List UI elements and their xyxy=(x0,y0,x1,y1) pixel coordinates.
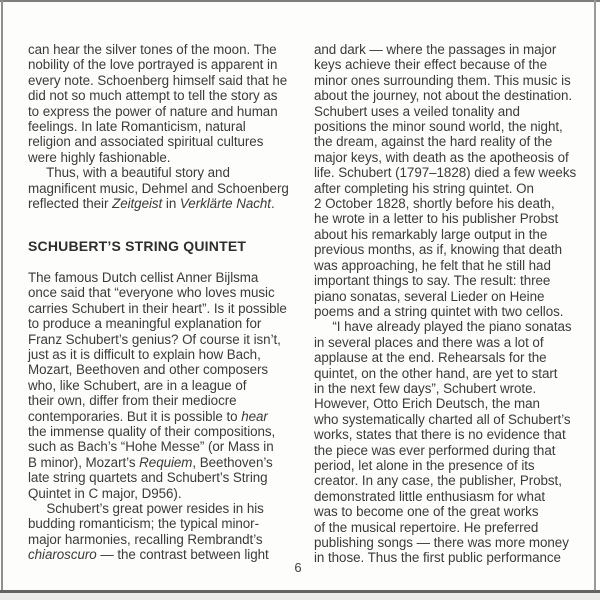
text-line: Schubert uses a veiled tonality and xyxy=(314,103,520,119)
text-line: just as it is difficult to explain how Bach, xyxy=(28,346,261,362)
text-line: once said that “everyone who loves music xyxy=(28,285,275,301)
text-line: The famous Dutch cellist Anner Bijlsma xyxy=(28,269,259,285)
text-line: their own, differ from their mediocre xyxy=(28,393,237,409)
text-line: did not so much attempt to tell the story as xyxy=(28,88,278,104)
right-text-column xyxy=(314,42,590,566)
text-line: magnificent music, Dehmel and Schoenberg xyxy=(28,180,289,196)
text-line: and dark — where the passages in major xyxy=(314,42,557,57)
text-line: reflected their Zeitgeist in Verklärte Nacht. xyxy=(28,196,275,212)
paragraph xyxy=(28,165,304,211)
paragraph xyxy=(314,319,590,566)
text-line: Thus, with a beautiful story and xyxy=(28,165,230,181)
text-line: can hear the silver tones of the moon. The xyxy=(28,42,277,57)
text-line: chiaroscuro — the contrast between light xyxy=(28,547,269,563)
text-line: Quintet in C major, D956). xyxy=(28,485,182,501)
text-line: contemporaries. But it is possible to hear xyxy=(28,408,268,424)
text-line: every note. Schoenberg himself said that he xyxy=(28,72,288,88)
text-line: Mozart, Beethoven and other composers xyxy=(28,362,269,378)
page-footer xyxy=(0,560,596,575)
text-line: who systematically charted all of Schubert’s xyxy=(314,411,571,427)
text-line: B minor), Mozart’s Requiem, Beethoven’s xyxy=(28,454,273,470)
text-line: to produce a meaningful explanation for xyxy=(28,316,262,332)
paragraph xyxy=(28,270,304,501)
text-line: major keys, with death as the apotheosis of xyxy=(314,149,569,165)
page-number: 6 xyxy=(294,560,302,575)
text-line: who, like Schubert, are in a league of xyxy=(28,377,247,393)
text-line: Schubert’s great power resides in his xyxy=(28,500,264,516)
text-line: to express the power of nature and human xyxy=(28,103,278,119)
text-line: works, states that there is no evidence that xyxy=(314,427,566,443)
text-line: was approaching, he felt that he still had xyxy=(314,257,551,273)
text-line: were highly fashionable. xyxy=(28,149,171,165)
text-line: piano sonatas, several Lieder on Heine xyxy=(314,288,545,304)
text-line: previous months, as if, knowing that death xyxy=(314,242,563,258)
text-line: in those. Thus the first public performance xyxy=(314,550,561,566)
text-line: budding romanticism; the typical minor- xyxy=(28,516,259,532)
text-line: period, let alone in the presence of its xyxy=(314,457,535,473)
text-line: positions the minor sound world, the night, xyxy=(314,119,563,135)
section-heading: SCHUBERT’S STRING QUINTET xyxy=(28,238,247,255)
text-line: religion and associated spiritual cultures xyxy=(28,134,264,150)
paragraph xyxy=(28,501,304,563)
text-line: However, Otto Erich Deutsch, the man xyxy=(314,396,540,412)
page-top-edge xyxy=(0,0,600,2)
text-line: such as Bach’s “Hohe Messe” (or Mass in xyxy=(28,439,274,455)
page-edge-strip xyxy=(0,593,600,600)
paragraph xyxy=(314,42,590,319)
text-line: 2 October 1828, shortly before his death, xyxy=(314,196,555,212)
text-line: applause at the end. Rehearsals for the xyxy=(314,350,547,366)
text-line: creator. In any case, the publisher, Probst, xyxy=(314,473,562,489)
text-line: in several places and there was a lot of xyxy=(314,334,544,350)
left-text-column xyxy=(28,42,304,563)
page-left-edge xyxy=(1,0,3,592)
text-line: in the next few days”, Schubert wrote. xyxy=(314,380,537,396)
text-line: the immense quality of their compositions, xyxy=(28,423,276,439)
text-line: nobility of the love portrayed is apparent in xyxy=(28,57,278,73)
text-line: minor ones surrounding them. This music is xyxy=(314,72,571,88)
text-line: “I have already played the piano sonatas xyxy=(314,319,572,335)
text-line: about his remarkably large output in the xyxy=(314,226,548,242)
text-line: important things to say. The result: three xyxy=(314,273,551,289)
page-right-edge xyxy=(594,0,596,592)
text-line: the dream, against the hard reality of the xyxy=(314,134,553,150)
text-line: publishing songs — there was more money xyxy=(314,535,569,550)
text-line: poems and a string quintet with two cellos. xyxy=(314,303,564,319)
text-line: he wrote in a letter to his publisher Probst xyxy=(314,211,559,227)
text-line: demonstrated little enthusiasm for what xyxy=(314,488,546,504)
text-line: the piece was ever performed during that xyxy=(314,442,556,458)
text-line: major harmonies, recalling Rembrandt’s xyxy=(28,531,263,547)
text-line: of the musical repertoire. He preferred xyxy=(314,519,539,535)
text-line: keys achieve their effect because of the xyxy=(314,57,547,73)
paragraph xyxy=(28,42,304,165)
text-line: carries Schubert in their heart”. Is it possible xyxy=(28,300,287,316)
text-line: feelings. In late Romanticism, natural xyxy=(28,119,246,135)
text-line: life. Schubert (1797–1828) died a few weeks xyxy=(314,165,577,181)
text-line: quintet, on the other hand, are yet to start xyxy=(314,365,558,381)
text-line: about the journey, not about the destination. xyxy=(314,88,573,104)
text-line: after completing his string quintet. On xyxy=(314,180,534,196)
text-line: Franz Schubert’s genius? Of course it isn’t, xyxy=(28,331,281,347)
text-line: late string quartets and Schubert’s String xyxy=(28,470,268,486)
text-line: was to become one of the great works xyxy=(314,504,539,520)
